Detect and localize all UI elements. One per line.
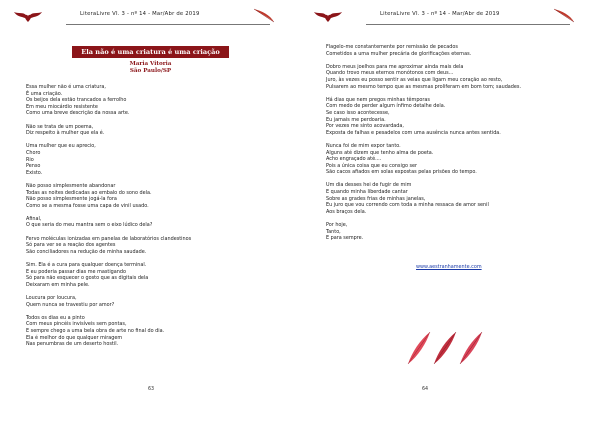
poem-line: Exposta de falhas e pesadelos com uma ausência nunca antes sentida. <box>326 129 501 136</box>
poem-line: Sobre as grades frias de minhas janelas, <box>326 195 426 202</box>
poem-line: Pulsarem ao mesmo tempo que as mesmas proliferam em bom tom; saudades. <box>326 83 522 90</box>
poem-line: Com meus pincéis invisíveis sem pontas, <box>26 321 127 328</box>
poem-line: Nunca foi de mim expor tanto. <box>326 142 401 149</box>
right-page <box>300 0 600 424</box>
poem-line: Quem nunca se travestiu por amor? <box>26 301 115 308</box>
poem-line: Há dias que nem pregos minhas têmporas <box>326 96 430 103</box>
poem-line: Choro <box>26 149 41 156</box>
author-place: São Paulo/SP <box>129 68 172 74</box>
poem-line: Por vezes me sinto acovardada, <box>326 123 404 130</box>
poem-line: Acho engraçado até.... <box>326 156 382 163</box>
poem-line: O que seria do meu mantra sem o eixo lúdico dela? <box>26 222 153 229</box>
poem-line: Tanto, <box>326 228 341 235</box>
three-quills-icon <box>404 330 488 366</box>
stanza-gap <box>26 288 256 295</box>
poem-line: Só para não esquecer o gosto que as digitais dela <box>26 275 149 282</box>
poem-line: Se caso isso acontecesse, <box>326 109 390 116</box>
poem-line: E sempre chego a uma bela obra de arte no final do dia. <box>26 327 165 334</box>
stanza-gap <box>26 229 256 236</box>
poem-line: Rio <box>26 156 34 163</box>
poem-line: Eu juro que vou correndo com toda a minha ressaca de amor senil <box>326 202 489 209</box>
poem-line: Com medo de perder algum ínfimo detalhe dela. <box>326 103 446 110</box>
quill-pen-icon <box>250 7 276 23</box>
stanza-gap <box>26 176 256 183</box>
poem-line: Só para ver se a reação dos agentes <box>26 242 116 249</box>
page-header <box>314 8 586 24</box>
page-header <box>14 8 286 24</box>
header-text: LiteraLivre VI. 3 - nº 14 - Mar/Abr de 2019 <box>80 11 200 17</box>
poem-line: Ela é melhor do que qualquer miragem <box>26 334 123 341</box>
poem-line: Não posso simplesmente jogá-la fora <box>26 196 117 203</box>
poem-line: Dobro meus joelhos para me aproximar ainda mais dela <box>326 63 464 70</box>
winged-heart-logo-icon <box>14 8 42 24</box>
stanza-gap <box>326 90 556 97</box>
poem-line: Flagelo-me constantemente por remissão de pecados <box>326 44 458 50</box>
poem-line: Fervo moléculas ionizadas em panelas de laboratórios clandestinos <box>26 235 192 242</box>
poem-line: Nas penumbras de um deserto hostil. <box>26 341 119 348</box>
poem-line: Penso <box>26 163 41 170</box>
website-link[interactable]: www.aestranhamente.com <box>416 264 482 270</box>
poem-line: Como uma breve descrição da nossa arte. <box>26 110 130 117</box>
stanza-gap <box>26 137 256 144</box>
stanza-gap <box>326 215 556 222</box>
poem-line: Todos os dias eu a pinto <box>26 314 85 321</box>
header-rule <box>366 24 570 25</box>
poem-line: Essa mulher não é uma criatura, <box>26 84 106 90</box>
poem-line: Eu jamais me perdoaria. <box>326 116 386 123</box>
stanza-gap <box>26 117 256 124</box>
page-number: 63 <box>148 387 155 392</box>
poem-line: É uma criação. <box>26 90 63 97</box>
poem-line: São cacos afiados em solas expostas pelas prisões do tempo. <box>326 169 477 176</box>
author-name: Maria Vitoria <box>129 61 172 67</box>
author-block <box>72 61 229 75</box>
poem-body-left <box>26 84 256 348</box>
poem-line: Cometidos a uma mulher precária de glorificações eternas. <box>326 50 472 57</box>
winged-heart-logo-icon <box>314 8 342 24</box>
header-rule <box>66 24 270 25</box>
poem-line: Não posso simplesmente abandonar <box>26 182 116 189</box>
stanza-gap <box>326 57 556 64</box>
poem-body-right <box>326 44 556 242</box>
header-text: LiteraLivre VI. 3 - nº 14 - Mar/Abr de 2019 <box>380 11 500 17</box>
poem-line: Como se a mesma fosse uma capa de vinil usado. <box>26 202 149 209</box>
poem-line: Afinal, <box>26 215 42 222</box>
poem-line: Diz respeito à mulher que ela é. <box>26 130 105 137</box>
poem-line: Deixaram em minha pele. <box>26 281 90 288</box>
poem-line: Os beijos dela estão trancados a ferrolho <box>26 97 127 104</box>
stanza-gap <box>326 176 556 183</box>
poem-line: Um dia desses hei de fugir de mim <box>326 182 412 189</box>
stanza-gap <box>26 308 256 315</box>
poem-line: Aos braços dela. <box>326 208 367 215</box>
poem-line: São conciliadores na redução de minha saudade. <box>26 248 147 255</box>
poem-line: Alguns até dizem que tenho alma de poeta. <box>326 149 434 156</box>
stanza-gap <box>326 136 556 143</box>
poem-line: Juro, às vezes eu posso sentir as veias que ligam meu coração ao resto, <box>326 76 503 83</box>
poem-line: Todas as noites dedicadas ao embalo do sono dela. <box>26 189 152 196</box>
stanza-gap <box>26 209 256 216</box>
poem-line: Pois a única coisa que eu consigo ser <box>326 162 418 169</box>
poem-line: Em meu miocárdio resistente <box>26 103 98 110</box>
poem-title: Ela não é uma criatura é uma criação <box>72 46 229 58</box>
poem-line: Não se trata de um poema, <box>26 123 94 130</box>
poem-line: Quando trovo meus eternos monótonos com deus... <box>326 70 454 77</box>
poem-line: Existo. <box>26 169 43 176</box>
poem-line: E eu poderia passar dias me mastigando <box>26 268 126 275</box>
poem-line: E para sempre. <box>326 235 364 242</box>
poem-line: Loucura por loucura, <box>26 295 77 301</box>
poem-line: Por hoje, <box>326 222 348 229</box>
poem-line: E quando minha liberdade cantar <box>326 189 408 196</box>
quill-pen-icon <box>550 7 576 23</box>
poem-line: Sim. Ela é a cura para qualquer doença terminal. <box>26 262 147 269</box>
page-number: 64 <box>422 387 429 392</box>
poem-line: Uma mulher que eu aprecio, <box>26 143 96 150</box>
